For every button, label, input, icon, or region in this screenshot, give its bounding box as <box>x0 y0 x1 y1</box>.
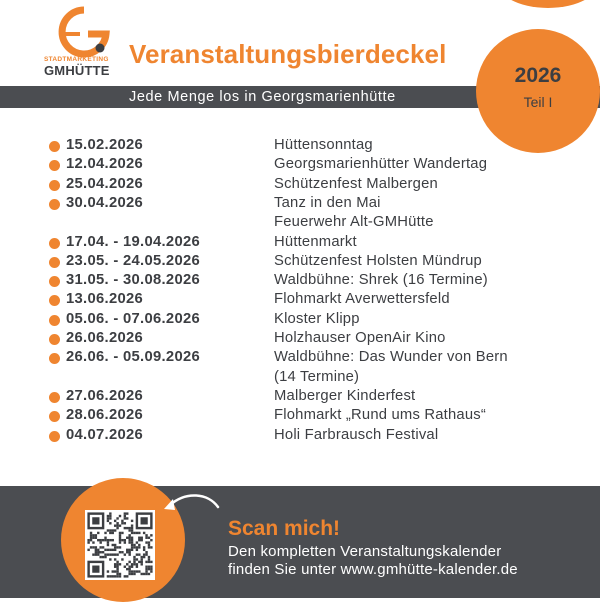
logo-name: GMHÜTTE <box>44 63 110 78</box>
event-name: Feuerwehr Alt-GMHütte <box>274 214 434 231</box>
event-date: 27.06.2026 <box>66 387 144 404</box>
bullet-dot-icon <box>49 141 60 152</box>
scan-text-line-1: Den kompletten Veranstaltungskalender <box>228 543 502 560</box>
gmhuette-logo <box>44 4 124 82</box>
bullet-dot-icon <box>49 295 60 306</box>
scan-text-line-2: finden Sie unter www.gmhütte-kalender.de <box>228 561 518 578</box>
bullet-dot-icon <box>49 199 60 210</box>
bullet-dot-icon <box>49 257 60 268</box>
event-date: 15.02.2026 <box>66 137 144 153</box>
logo-g-icon <box>44 4 124 60</box>
logo-tagline: STADTMARKETING <box>44 56 109 63</box>
event-name: Hüttensonntag <box>274 137 373 153</box>
event-date: 30.04.2026 <box>66 194 144 211</box>
event-date: 26.06. - 05.09.2026 <box>66 349 201 366</box>
event-name: Flohmarkt „Rund ums Rathaus“ <box>274 407 487 424</box>
curved-arrow-icon <box>160 489 222 521</box>
bullet-dot-icon <box>49 276 60 287</box>
event-name: Hüttenmarkt <box>274 233 357 250</box>
year-badge <box>476 29 600 153</box>
bullet-dot-icon <box>49 392 60 403</box>
part-label: Teil I <box>523 94 553 110</box>
bullet-dot-icon <box>49 238 60 249</box>
event-name: (14 Termine) <box>274 368 360 385</box>
bullet-dot-icon <box>49 180 60 191</box>
event-name: Holi Farbrausch Festival <box>274 426 439 443</box>
page-title: Veranstaltungsbierdeckel <box>129 39 447 69</box>
decorative-circle-top <box>494 0 600 8</box>
bullet-dot-icon <box>49 431 60 442</box>
event-name: Georgsmarienhütter Wandertag <box>274 156 488 173</box>
event-date: 04.07.2026 <box>66 426 144 443</box>
event-date: 28.06.2026 <box>66 407 144 424</box>
event-name: Tanz in den Mai <box>274 194 381 211</box>
event-date: 13.06.2026 <box>66 291 144 308</box>
event-name: Waldbühne: Shrek (16 Termine) <box>274 272 488 289</box>
event-name: Waldbühne: Das Wunder von Bern <box>274 349 508 366</box>
event-name: Holzhauser OpenAir Kino <box>274 330 446 346</box>
event-date: 26.06.2026 <box>66 330 144 346</box>
event-name: Schützenfest Holsten Mündrup <box>274 252 482 269</box>
qr-code-icon[interactable] <box>85 510 155 580</box>
event-date: 23.05. - 24.05.2026 <box>66 252 201 269</box>
event-date: 12.04.2026 <box>66 156 144 173</box>
bullet-dot-icon <box>49 411 60 422</box>
event-date: 05.06. - 07.06.2026 <box>66 310 201 327</box>
event-name: Kloster Klipp <box>274 310 360 327</box>
bullet-dot-icon <box>49 334 60 345</box>
scan-title: Scan mich! <box>228 517 341 540</box>
bullet-dot-icon <box>49 353 60 364</box>
event-date: 25.04.2026 <box>66 175 144 192</box>
event-name: Malberger Kinderfest <box>274 387 416 404</box>
event-date: 17.04. - 19.04.2026 <box>66 233 201 250</box>
bullet-dot-icon <box>49 160 60 171</box>
page-subtitle: Jede Menge los in Georgsmarienhütte <box>129 89 396 105</box>
year-label: 2026 <box>514 64 562 87</box>
event-name: Schützenfest Malbergen <box>274 175 438 192</box>
bullet-dot-icon <box>49 315 60 326</box>
event-date: 31.05. - 30.08.2026 <box>66 272 201 289</box>
event-name: Flohmarkt Averwettersfeld <box>274 291 450 308</box>
